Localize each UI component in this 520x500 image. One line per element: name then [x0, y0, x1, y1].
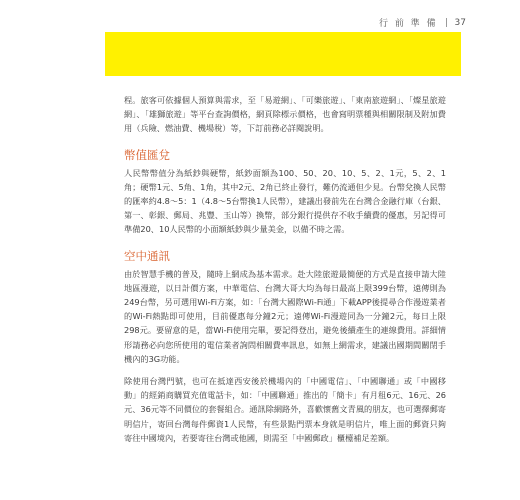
- page-number: 37: [454, 17, 466, 28]
- currency-paragraph: 人民幣幣值分為紙鈔與硬幣，紙鈔面額為100、50、20、10、5、2、1元，5、2、1角；硬幣1元、5角、1角，其中2元、2角已終止發行，難仍流通但少見。台幣兌換人民幣的匯率約4.8～5：1（4.8～5台幣換1人民幣），建議出發前先在台灣合金融行庫（台銀、第一、彰銀、郵局、兆豐、玉山等）換幣，部分銀行提供存不收手續費的優惠，另記得可準備20、10人民幣的小面額紙鈔與少量美金，以備不時之需。: [124, 167, 446, 235]
- intro-paragraph: 程。旅客可依據個人預算與需求，至「易遊網」、「可樂旅遊」、「東南旅遊網」、「燦星旅遊網」、「雄獅旅遊」等平台查詢價格，網頁除標示價格，也會寫明票種與相關限制及附加費用（兵險、燃油費、機場稅）等，下訂前務必詳閱說明。: [124, 95, 446, 134]
- currency-section-title: 幣值匯兌: [124, 147, 170, 162]
- telecom-paragraph-2: 除使用台灣門號，也可在抵達西安後於機場內的「中國電信」、「中國聯通」或「中國移動」的經銷商購買充值電話卡，如：「中國聯通」推出的「簡卡」有月租6元、16元、26元、36元等不同價位的套餐組合。通訊除網路外，喜歡懷舊文青風的朋友，也可選擇郵寄明信片，寄回台灣每件郵資1人民幣，有些景點門票本身就是明信片，唯上面的郵資只夠寄往中國境內，若要寄往台灣或他國，則需至「中國郵政」櫃檯補足差額。: [124, 376, 446, 443]
- running-header: [379, 16, 466, 29]
- yellow-header-band: [105, 32, 461, 76]
- telecom-section-title: 空中通訊: [124, 248, 170, 263]
- page-content: [124, 93, 446, 445]
- running-header-section: 行 前 準 備: [378, 19, 438, 29]
- header-divider: [446, 18, 447, 27]
- telecom-paragraph-1: 由於智慧手機的普及，隨時上網成為基本需求。赴大陸旅遊最簡便的方式是直接申請大陸地區漫遊，以日計價方案，中華電信、台灣大哥大均為每日最高上限399台幣，遠傳則為249台幣，另可選用Wi-Fi方案，如：「台灣大國際Wi-Fi通」下載APP後提尋合作漫遊業者的Wi-Fi熱點即可使用，目前優惠每分鐘2元；遠傳Wi-Fi漫遊同為一分鐘2元，每日上限298元。要留意的是，當Wi-Fi使用完畢，要記得登出，避免後續產生的連線費用。詳細情形請務必向您所使用的電信業者詢問相關費率訊息，如無上網需求，建議出國期間關閉手機內的3G功能。: [124, 268, 446, 364]
